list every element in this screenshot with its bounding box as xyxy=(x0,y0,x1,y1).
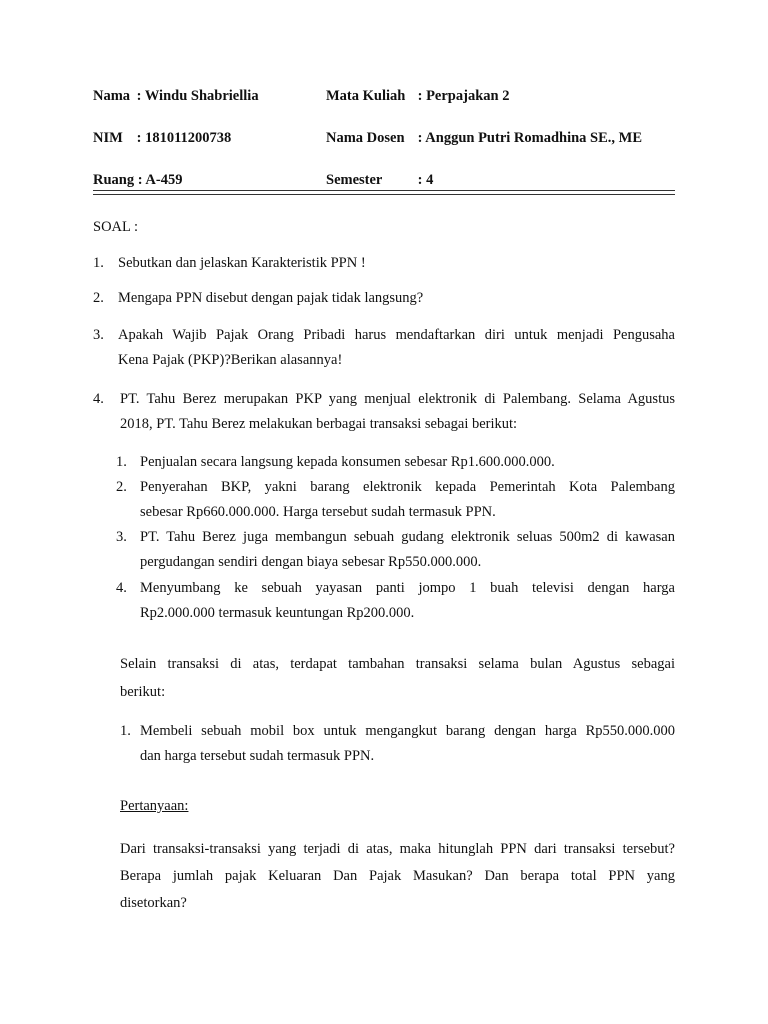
nama-label: Nama xyxy=(93,88,131,104)
header-rule-top xyxy=(93,190,675,191)
question-1-text: Sebutkan dan jelaskan Karakteristik PPN ! xyxy=(118,255,366,271)
ruang-label: Ruang xyxy=(93,172,135,188)
matkul-value: : Perpajakan 2 xyxy=(417,88,510,104)
pertanyaan-line-2: Berapa jumlah pajak Keluaran Dan Pajak Masukan? Dan berapa total PPN yang xyxy=(120,868,675,884)
transaction-4-number: 4. xyxy=(116,580,127,596)
additional-transaction-1-text xyxy=(140,719,675,769)
additional-transaction-1-line-2: dan harga tersebut sudah termasuk PPN. xyxy=(140,748,375,764)
additional-transaction-1-number: 1. xyxy=(120,723,131,739)
transaction-1-number: 1. xyxy=(116,454,127,470)
pertanyaan-line-1: Dari transaksi-transaksi yang terjadi di atas, maka hitunglah PPN dari transaksi tersebut? xyxy=(120,841,675,857)
transaction-3-text xyxy=(140,525,675,575)
ruang-row xyxy=(93,172,182,189)
header-rule-bottom xyxy=(93,194,675,195)
additional-intro-line-2: berikut: xyxy=(120,684,166,700)
question-3-text xyxy=(118,323,675,373)
question-2-number: 2. xyxy=(93,290,104,306)
matkul-row xyxy=(326,88,509,105)
nama-value: : Windu Shabriellia xyxy=(136,88,259,104)
matkul-label: Mata Kuliah xyxy=(326,88,406,104)
question-4-text xyxy=(120,387,675,437)
question-1-number: 1. xyxy=(93,255,104,271)
additional-intro xyxy=(120,650,675,706)
question-3-number: 3. xyxy=(93,327,104,343)
transaction-4-text xyxy=(140,576,675,626)
question-3-line-2: Kena Pajak (PKP)?Berikan alasannya! xyxy=(118,352,343,368)
pertanyaan-line-3: disetorkan? xyxy=(120,895,187,911)
additional-transaction-1-line-1: Membeli sebuah mobil box untuk mengangkut barang dengan harga Rp550.000.000 xyxy=(140,723,675,739)
dosen-value: : Anggun Putri Romadhina SE., ME xyxy=(417,130,643,146)
question-2-text: Mengapa PPN disebut dengan pajak tidak langsung? xyxy=(118,290,424,306)
semester-value: : 4 xyxy=(417,172,434,188)
transaction-2-text xyxy=(140,475,675,525)
semester-row xyxy=(326,172,433,189)
nim-value: : 181011200738 xyxy=(136,130,232,146)
transaction-2-line-2: sebesar Rp660.000.000. Harga tersebut sudah termasuk PPN. xyxy=(140,504,496,520)
nim-label: NIM xyxy=(93,130,123,146)
additional-intro-line-1: Selain transaksi di atas, terdapat tambahan transaksi selama bulan Agustus sebagai xyxy=(120,656,675,672)
question-4-number: 4. xyxy=(93,391,104,407)
ruang-value: : A-459 xyxy=(137,172,183,188)
pertanyaan-heading: Pertanyaan: xyxy=(120,798,189,814)
pertanyaan-text xyxy=(120,836,675,917)
transaction-3-number: 3. xyxy=(116,529,127,545)
transaction-2-number: 2. xyxy=(116,479,127,495)
question-4-line-2: 2018, PT. Tahu Berez melakukan berbagai transaksi sebagai berikut: xyxy=(120,416,518,432)
soal-heading: SOAL : xyxy=(93,219,138,235)
question-4-line-1: PT. Tahu Berez merupakan PKP yang menjual elektronik di Palembang. Selama Agustus xyxy=(120,391,675,407)
nama-row xyxy=(93,88,259,105)
transaction-4-line-2: Rp2.000.000 termasuk keuntungan Rp200.000. xyxy=(140,605,415,621)
transaction-2-line-1: Penyerahan BKP, yakni barang elektronik kepada Pemerintah Kota Palembang xyxy=(140,479,675,495)
transaction-4-line-1: Menyumbang ke sebuah yayasan panti jompo 1 buah televisi dengan harga xyxy=(140,580,675,596)
question-3-line-1: Apakah Wajib Pajak Orang Pribadi harus mendaftarkan diri untuk menjadi Pengusaha xyxy=(118,327,675,343)
dosen-label: Nama Dosen xyxy=(326,130,405,146)
nim-row xyxy=(93,130,231,147)
transaction-3-line-1: PT. Tahu Berez juga membangun sebuah gudang elektronik seluas 500m2 di kawasan xyxy=(140,529,675,545)
transaction-1-text: Penjualan secara langsung kepada konsumen sebesar Rp1.600.000.000. xyxy=(140,454,555,470)
semester-label: Semester xyxy=(326,172,383,188)
dosen-row xyxy=(326,130,642,147)
transaction-3-line-2: pergudangan sendiri dengan biaya sebesar Rp550.000.000. xyxy=(140,554,482,570)
